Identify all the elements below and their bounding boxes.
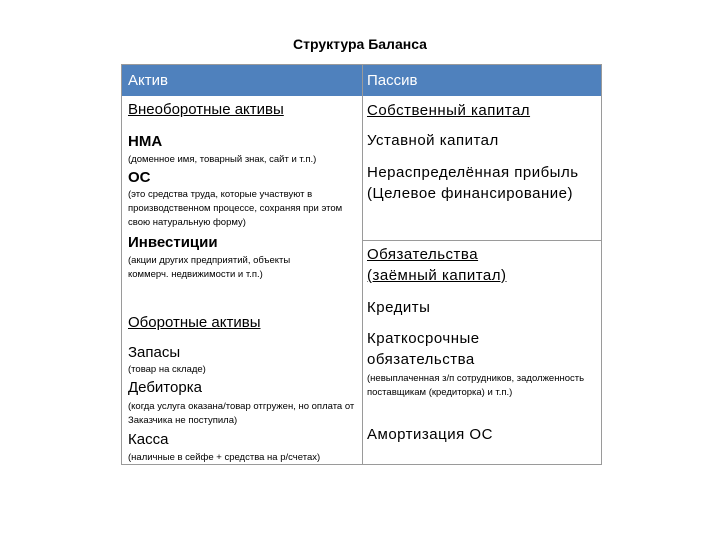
nma-note: (доменное имя, товарный знак, сайт и т.п.)	[128, 154, 317, 165]
obligations-line2: (заёмный капитал)	[367, 267, 507, 284]
header-assets: Актив	[128, 72, 168, 89]
cash-note: (наличные в сейфе + средства на р/счетах)	[128, 452, 321, 463]
receivables-label: Дебиторка	[128, 379, 202, 396]
header-liabilities: Пассив	[367, 72, 418, 89]
cash-label: Касса	[128, 431, 169, 448]
short-term-line2: обязательства	[367, 351, 475, 368]
retained-earnings-line2: (Целевое финансирование)	[367, 185, 574, 202]
stock-note: (товар на складе)	[128, 364, 206, 375]
short-term-line1: Краткосрочные	[367, 330, 480, 347]
credits-label: Кредиты	[367, 299, 431, 316]
obligations-line1: Обязательства	[367, 246, 479, 263]
investments-label: Инвестиции	[128, 234, 218, 251]
receivables-note: (когда услуга оказана/товар отгружен, но оплата от Заказчика не поступила)	[128, 401, 355, 426]
column-divider	[362, 65, 363, 464]
stock-label: Запасы	[128, 344, 181, 361]
current-assets-heading: Оборотные активы	[128, 314, 261, 331]
row-divider	[362, 240, 601, 241]
page-title: Структура Баланса	[293, 36, 427, 52]
investments-note: (акции других предприятий, объекты коммерч. недвижимости и т.п.)	[128, 255, 291, 280]
os-label: ОС	[128, 169, 151, 186]
charter-capital: Уставной капитал	[367, 132, 499, 149]
os-note: (это средства труда, которые участвуют в производственном процессе, сохраняя при этом свою натуральную форму)	[128, 189, 343, 228]
depreciation-label: Амортизация ОС	[367, 426, 493, 443]
nma-label: НМА	[128, 133, 163, 150]
equity-heading: Собственный капитал	[367, 102, 531, 119]
short-term-note: (невыплаченная з/п сотрудников, задолженность поставщикам (кредиторка) и т.п.)	[367, 373, 585, 398]
balance-table	[121, 64, 602, 465]
noncurrent-assets-heading: Внеоборотные активы	[128, 101, 284, 118]
retained-earnings-line1: Нераспределённая прибыль	[367, 164, 579, 181]
